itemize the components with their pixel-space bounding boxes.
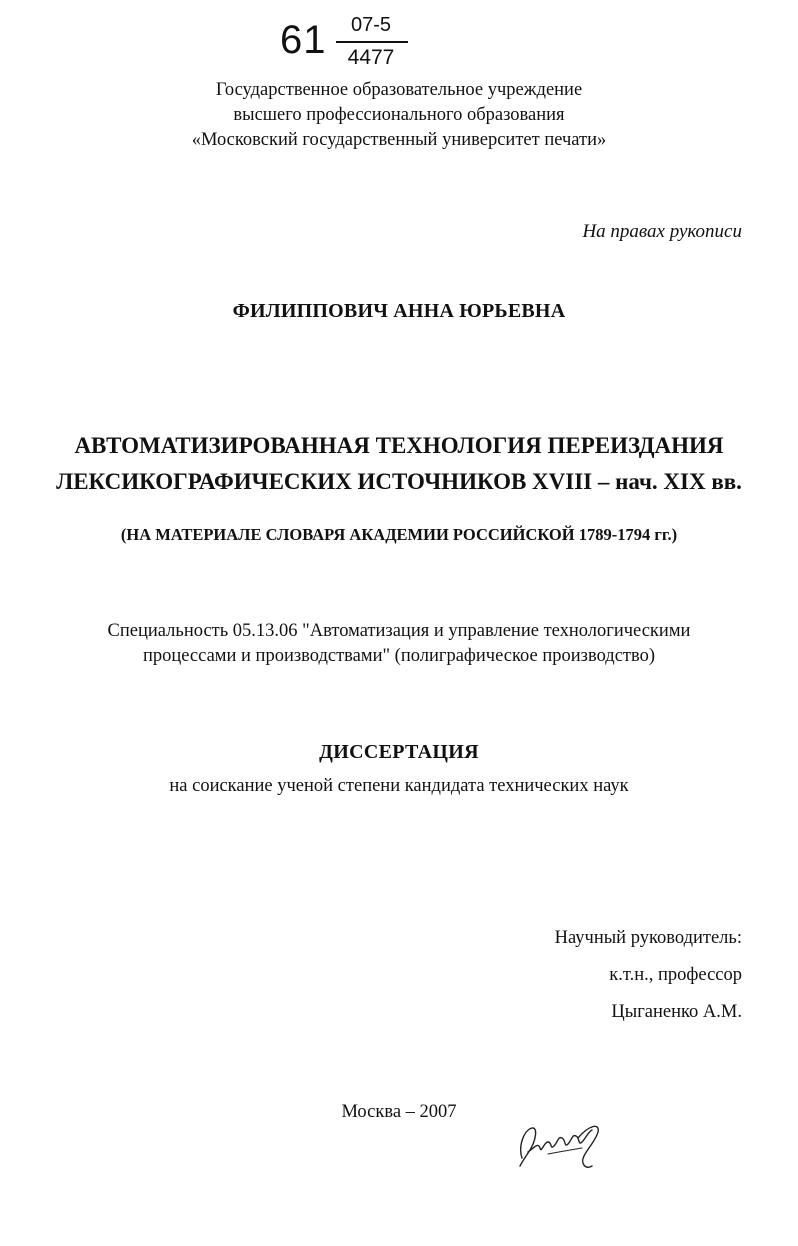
catalog-stamp: [280, 12, 410, 74]
supervisor-block: [555, 920, 742, 1031]
stamp-top-code: 07-5: [350, 14, 392, 36]
rights-note: На правах рукописи: [582, 221, 742, 242]
handwritten-signature: [508, 1108, 608, 1176]
supervisor-label: Научный руководитель:: [554, 928, 742, 948]
author-name: ФИЛИППОВИЧ АННА ЮРЬЕВНА: [232, 300, 566, 322]
supervisor-name: Цыганенко А.М.: [611, 1002, 742, 1022]
stamp-fraction-line: [336, 41, 408, 43]
institution-line-2: высшего профессионального образования: [233, 105, 565, 125]
title-line-1: АВТОМАТИЗИРОВАННАЯ ТЕХНОЛОГИЯ ПЕРЕИЗДАНИЯ: [74, 433, 724, 458]
dissertation-title: [0, 428, 798, 500]
degree-line: на соискание ученой степени кандидата технических наук: [169, 776, 629, 796]
stamp-number: 61: [280, 18, 327, 62]
dissertation-subtitle: (НА МАТЕРИАЛЕ СЛОВАРЯ АКАДЕМИИ РОССИЙСКОЙ 1789-1794 гг.): [120, 525, 678, 544]
document-type: ДИССЕРТАЦИЯ: [319, 741, 479, 763]
stamp-bottom-code: 4477: [347, 46, 395, 69]
supervisor-title: к.т.н., профессор: [609, 965, 742, 985]
city-year: Москва – 2007: [341, 1102, 457, 1122]
specialty-block: [0, 619, 798, 669]
institution-line-3: «Московский государственный университет печати»: [191, 130, 607, 150]
institution-block: [0, 78, 798, 153]
title-line-2: ЛЕКСИКОГРАФИЧЕСКИХ ИСТОЧНИКОВ XVIII – нач. XIX вв.: [56, 469, 742, 494]
specialty-line-2: процессами и производствами" (полиграфическое производство): [142, 646, 656, 666]
institution-line-1: Государственное образовательное учреждение: [215, 80, 583, 100]
specialty-line-1: Специальность 05.13.06 "Автоматизация и управление технологическими: [107, 621, 691, 641]
